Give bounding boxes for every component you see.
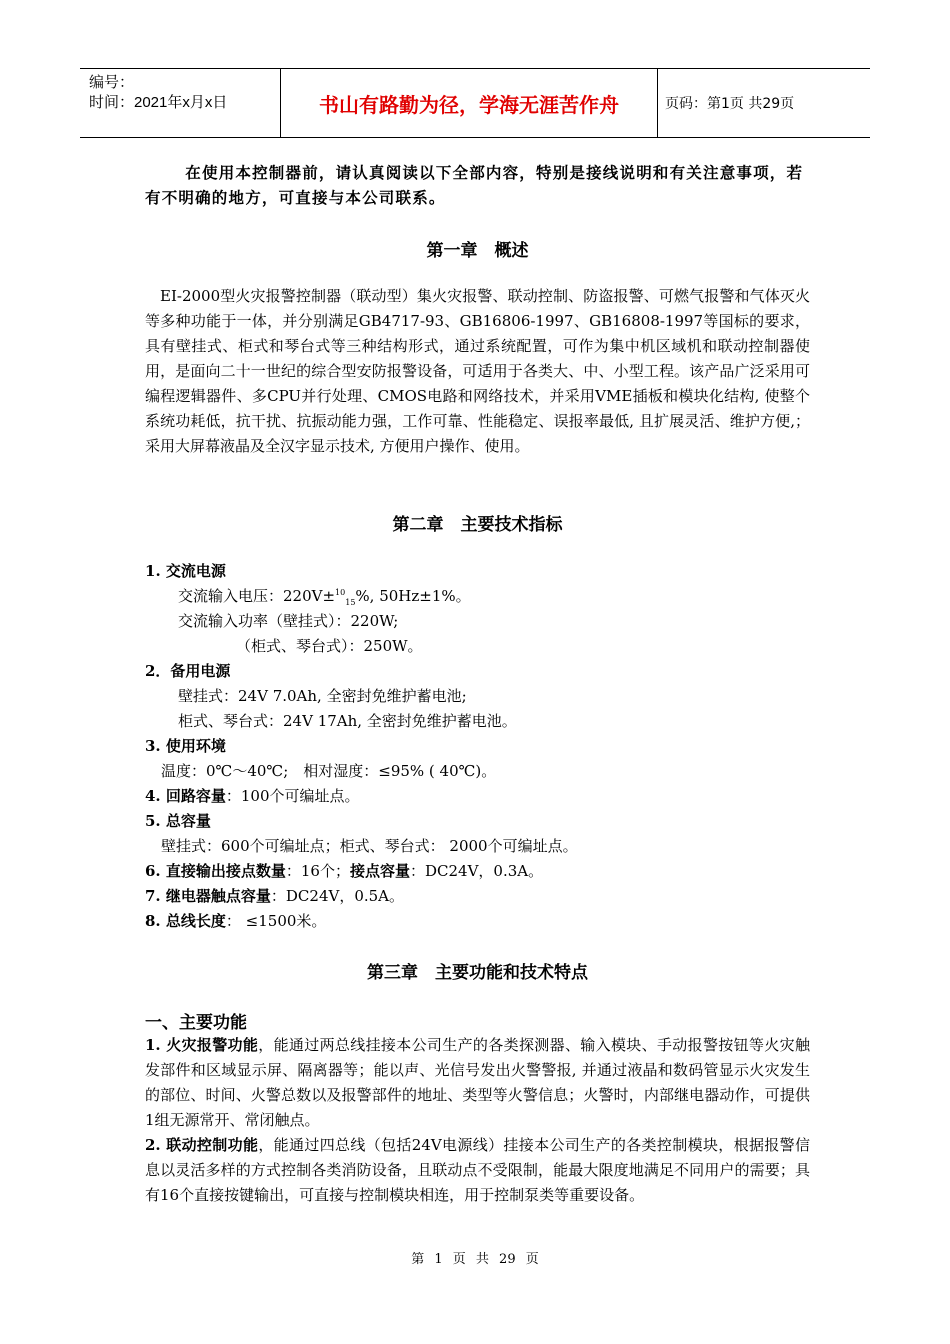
chapter3-title: 第三章 主要功能和技术特点: [367, 963, 588, 983]
spec3-title: 3. 使用环境: [145, 737, 226, 755]
spec2-line2: 柜式、琴台式：24V 17Ah, 全密封免维护蓄电池。: [178, 712, 517, 730]
spec2-title: 2．备用电源: [145, 662, 231, 680]
spec6: 6. 直接输出接点数量：16个；接点容量：DC24V，0.3A。: [145, 862, 544, 880]
spec1-title: 1. 交流电源: [145, 562, 226, 580]
header-motto: 书山有路勤为径，学海无涯苦作舟: [281, 69, 658, 137]
spec1-line3: （柜式、琴台式）：250W。: [236, 637, 423, 655]
chapter1-title: 第一章 概述: [426, 241, 529, 261]
header-meta: [80, 69, 281, 137]
document-header: [80, 68, 870, 138]
function2: 2. 联动控制功能，能通过四总线（包括24V电源线）挂接本公司生产的各类控制模块，根据报警信息以灵活多样的方式控制各类消防设备，且联动点不受限制，能最大限度地满足不同用户的需要；具有16个直接按键输出，可直接与控制模块相连，用于控制泵类等重要设备。: [145, 1136, 810, 1204]
spec2-line1: 壁挂式：24V 7.0Ah, 全密封免维护蓄电池;: [178, 687, 467, 705]
page-footer: 第 1 页 共 29 页: [411, 1252, 539, 1267]
spec8: 8. 总线长度： ≤1500米。: [145, 912, 327, 930]
time-label: 时间：2021年x月x日: [89, 94, 228, 111]
section1-title: 一、主要功能: [145, 1013, 247, 1033]
function1: 1. 火灾报警功能，能通过两总线挂接本公司生产的各类探测器、输入模块、手动报警按钮等火灾触发部件和区域显示屏、隔离器等；能以声、光信号发出火警警报, 并通过液晶和数码管显示火灾发生的部位、时间、火警总数以及报警部件的地址、类型等火警信息；火警时，内部继电器动作，可提供1组无源常开、常闭触点。: [145, 1036, 810, 1129]
number-label: 编号：: [89, 74, 135, 91]
header-page-info: 页码：第1页 共29页: [665, 96, 795, 112]
spec3-line1: 温度：0℃～40℃; 相对湿度：≤95% ( 40℃)。: [161, 762, 497, 780]
spec4: 4. 回路容量：100个可编址点。: [145, 787, 360, 805]
spec5-line1: 壁挂式：600个可编址点；柜式、琴台式： 2000个可编址点。: [161, 837, 578, 855]
spec1-line1: 交流输入电压：220V±$^{10}_{15}$%, 50Hz±1%。: [178, 587, 471, 607]
chapter1-body: EI-2000型火灾报警控制器（联动型）集火灾报警、联动控制、防盗报警、可燃气报警和气体灭火等多种功能于一体，并分别满足GB4717-93、GB16806-1997、GB16808-1997等国标的要求，具有壁挂式、柜式和琴台式等三种结构形式，通过系统配置，可作为集中机区域机和联动控制器使用，是面向二十一世纪的综合型安防报警设备，可适用于各类大、中、小型工程。该产品广泛采用可编程逻辑器件、多CPU并行处理、CMOS电路和网络技术，并采用VME插板和模块化结构, 使整个系统功耗低，抗干扰、抗振动能力强，工作可靠、性能稳定、误报率最低, 且扩展灵活、维护方便,；采用大屏幕液晶及全汉字显示技术, 方便用户操作、使用。: [145, 287, 810, 455]
spec1-line2: 交流输入功率（壁挂式）：220W;: [178, 612, 399, 630]
intro-notice: 在使用本控制器前，请认真阅读以下全部内容，特别是接线说明和有关注意事项，若有不明确的地方，可直接与本公司联系。: [145, 163, 804, 207]
spec5-title: 5. 总容量: [145, 812, 211, 830]
spec7: 7. 继电器触点容量：DC24V，0.5A。: [145, 887, 405, 905]
chapter2-title: 第二章 主要技术指标: [392, 515, 563, 535]
